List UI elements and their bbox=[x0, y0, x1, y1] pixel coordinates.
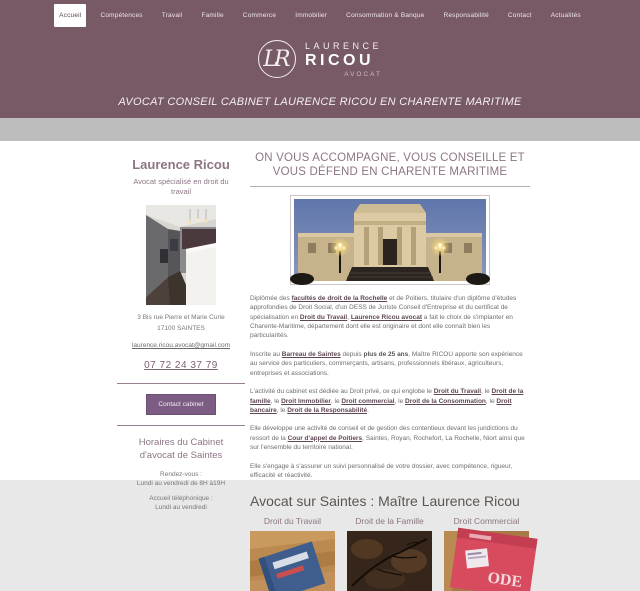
header-tagline: AVOCAT CONSEIL CABINET LAURENCE RICOU EN CHARENTE MARITIME bbox=[118, 96, 522, 108]
phone-link[interactable]: 07 72 24 37 79 bbox=[144, 360, 218, 372]
inline-link[interactable]: Laurence Ricou avocat bbox=[350, 313, 422, 321]
hours-value-rdv: Lundi au vendredi de 8H à19H bbox=[136, 479, 226, 487]
svg-text:ODE: ODE bbox=[486, 568, 524, 591]
nav-item-commerce[interactable]: Commerce bbox=[242, 12, 277, 19]
logo-name-top: LAURENCE bbox=[304, 40, 382, 51]
email-link[interactable]: laurence.ricou.avocat@gmail.com bbox=[131, 342, 230, 350]
sidebar-title: Laurence Ricou bbox=[132, 157, 230, 172]
card-droit-famille[interactable] bbox=[347, 516, 432, 591]
logo[interactable] bbox=[0, 40, 640, 78]
section-heading: Avocat sur Saintes : Maître Laurence Ricou bbox=[250, 492, 520, 509]
content-area bbox=[0, 141, 640, 591]
intro-paragraph-2: Inscrite au Barreau de Saintes depuis plus de 25 ans, Maître RICOU apporte son expérience au service des particuliers, commerçants, artisans, professionnels libéraux, agriculteurs, entreprises et associations. bbox=[250, 350, 523, 377]
sidebar-subtitle: Avocat spécialisé en droit du travail bbox=[133, 177, 229, 197]
main-nav bbox=[0, 4, 640, 27]
intro-paragraph-5: Elle s'engage à s'assurer un suivi personnalisé de votre dossier, avec compétence, rigueur, efficacité et réactivité. bbox=[250, 462, 513, 480]
title-rule bbox=[250, 186, 530, 187]
logo-monogram-text: LR bbox=[263, 46, 287, 72]
sidebar-divider-1 bbox=[117, 383, 245, 384]
inline-link[interactable]: Barreau de Saintes bbox=[281, 350, 341, 358]
nav-item-famille[interactable]: Famille bbox=[201, 12, 224, 19]
inline-link[interactable]: Droit de la Responsabilité bbox=[287, 406, 368, 414]
logo-name-bottom: RICOU bbox=[304, 51, 375, 69]
page-title: ON VOUS ACCOMPAGNE, VOUS CONSEILLE ET VOUS DÉFEND EN CHARENTE MARITIME bbox=[255, 152, 525, 179]
intro-paragraph-4: Elle développe une activité de conseil et de gestion des contentieux devant les juridictions du ressort de la Cour d'appel de Poitiers, Saintes, Royan, Rochefort, La Rochelle, Niort ainsi que sur l'ensemble du territoire national. bbox=[250, 425, 525, 452]
hours-label-tel: Accueil téléphonique : bbox=[149, 494, 213, 502]
address-line2: 17100 SAINTES bbox=[157, 324, 205, 332]
nav-item-competences[interactable]: Compétences bbox=[100, 12, 143, 19]
logo-text bbox=[305, 41, 382, 78]
card-droit-travail[interactable] bbox=[250, 516, 335, 591]
nav-item-travail[interactable]: Travail bbox=[161, 12, 183, 19]
card-image-famille bbox=[347, 531, 432, 591]
contact-cabinet-button[interactable]: Contact cabinet bbox=[146, 394, 215, 415]
sidebar-divider-2 bbox=[117, 425, 245, 426]
inline-link[interactable]: Droit Immobilier bbox=[281, 397, 331, 405]
header-divider-band bbox=[0, 118, 640, 141]
card-image-travail bbox=[250, 531, 335, 591]
nav-item-accueil[interactable]: Accueil bbox=[54, 4, 86, 27]
inline-link[interactable]: Droit du Travail bbox=[433, 388, 482, 396]
card-title-travail: Droit du Travail bbox=[263, 515, 322, 526]
nav-item-immobilier[interactable]: Immobilier bbox=[295, 12, 328, 19]
courthouse-photo bbox=[294, 199, 486, 281]
nav-item-responsabilite[interactable]: Responsabilité bbox=[443, 12, 489, 19]
inline-link[interactable]: Cour d'appel de Poitiers bbox=[287, 434, 363, 442]
site-header bbox=[0, 0, 640, 118]
hours-label-rdv: Rendez-vous : bbox=[160, 470, 202, 478]
sidebar bbox=[113, 141, 249, 511]
nav-item-consommation-banque[interactable]: Consommation & Banque bbox=[346, 12, 425, 19]
inline-link[interactable]: facultés de droit de la Rochelle bbox=[291, 294, 388, 302]
hours-title: Horaires du Cabinet d'avocat de Saintes bbox=[138, 437, 224, 461]
card-droit-commercial[interactable] bbox=[444, 516, 529, 591]
hours-value-tel: Lundi au vendredi bbox=[155, 503, 207, 511]
sidebar-address bbox=[113, 313, 249, 334]
inline-link[interactable]: Droit commercial bbox=[341, 397, 395, 405]
intro-paragraph-1: Diplômée des facultés de droit de la Rochelle et de Poitiers, titulaire d'un diplôme d'études approfondies de Droit Social, d'un DESS de Juriste Conseil d'Entreprise et du certificat de spécialisation en Droit du Travail, Laurence Ricou avocat a fait le choix de s'implanter en Charente-Maritime, département dont elle est originaire et dont elle connaît bien les particularités. bbox=[250, 294, 517, 340]
inline-link[interactable]: Droit du Travail bbox=[299, 313, 348, 321]
courthouse-photo-frame bbox=[290, 195, 490, 285]
inline-link[interactable]: Droit de la famille bbox=[250, 388, 524, 405]
nav-item-actualites[interactable]: Actualités bbox=[550, 12, 581, 19]
main-content bbox=[250, 141, 530, 591]
practice-cards bbox=[250, 516, 530, 591]
address-line1: 3 Bis rue Pierre et Marie Curie bbox=[137, 314, 225, 322]
inline-bold: plus de 25 ans bbox=[363, 350, 409, 358]
nav-item-contact[interactable]: Contact bbox=[507, 12, 532, 19]
inline-link[interactable]: Droit bancaire bbox=[250, 397, 512, 414]
inline-link[interactable]: Droit de la Consommation bbox=[405, 397, 486, 405]
intro-paragraph-3: L'activité du cabinet est dédiée au Droit privé, ce qui englobe le Droit du Travail, le Droit de la famille, le Droit Immobilier, le Droit commercial, le Droit de la Consommation, le Droit bancaire, le Droit de la Responsabilité. bbox=[250, 388, 524, 414]
logo-subtitle: AVOCAT bbox=[344, 70, 382, 78]
card-title-famille: Droit de la Famille bbox=[355, 515, 424, 526]
card-title-commercial: Droit Commercial bbox=[453, 515, 520, 526]
logo-monogram-icon bbox=[258, 40, 296, 78]
card-image-commercial bbox=[444, 531, 529, 591]
cabinet-interior-photo bbox=[146, 205, 216, 305]
